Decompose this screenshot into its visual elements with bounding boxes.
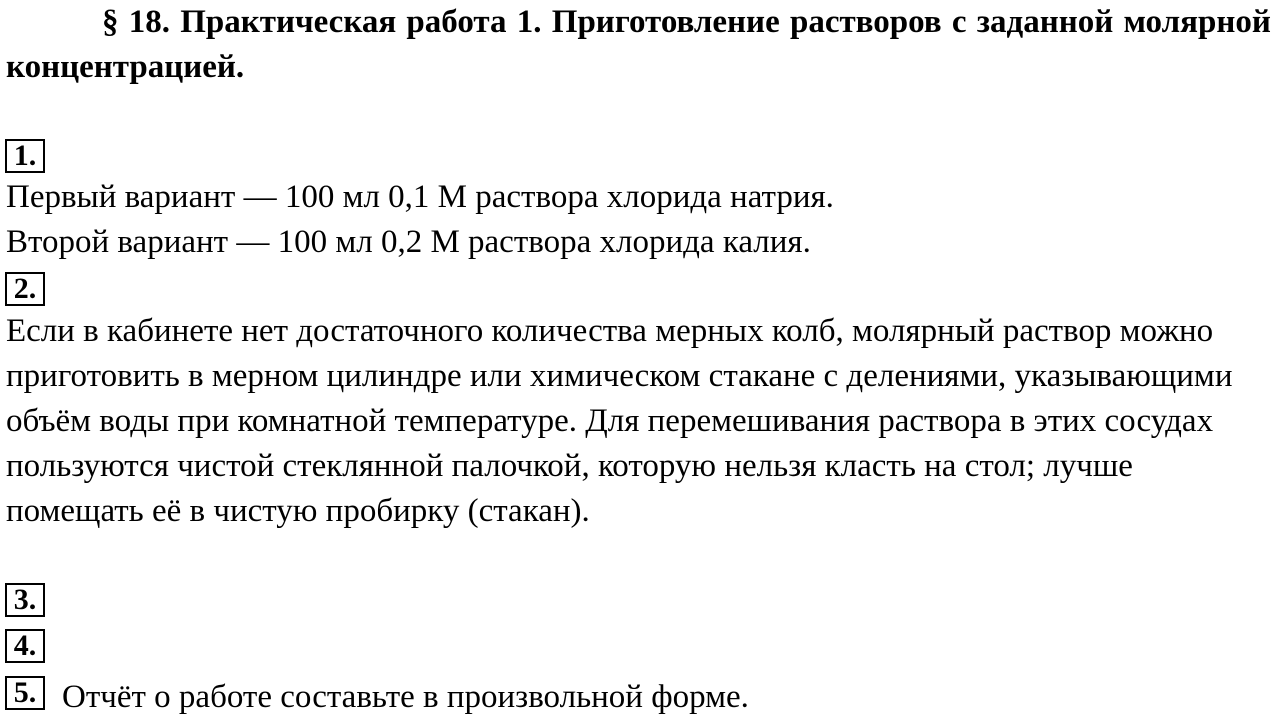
task-number-3: 3.	[5, 583, 45, 617]
task-1-line-2: Второй вариант — 100 мл 0,2 М раствора хлорида калия.	[6, 224, 811, 260]
section-heading: § 18. Практическая работа 1. Приготовление растворов с заданной молярной концентрацией.	[6, 4, 1271, 85]
task-number-4: 4.	[5, 629, 45, 663]
task-number-5: 5.	[5, 676, 45, 710]
task-5-text: Отчёт о работе составьте в произвольной форме.	[62, 679, 749, 715]
task-2-paragraph: Если в кабинете нет достаточного количества мерных колб, молярный раствор можно приготовить в мерном цилиндре или химическом стакане с делениями, указывающими объём воды при комнатной температуре. Для перемешивания раствора в этих сосудах пользуются чистой стеклянной палочкой, которую нельзя класть на стол; лучше помещать её в чистую пробирку (стакан).	[6, 313, 1233, 529]
task-1-line-1: Первый вариант — 100 мл 0,1 М раствора хлорида натрия.	[6, 179, 834, 215]
task-number-2: 2.	[5, 272, 45, 306]
task-number-1: 1.	[5, 139, 45, 173]
